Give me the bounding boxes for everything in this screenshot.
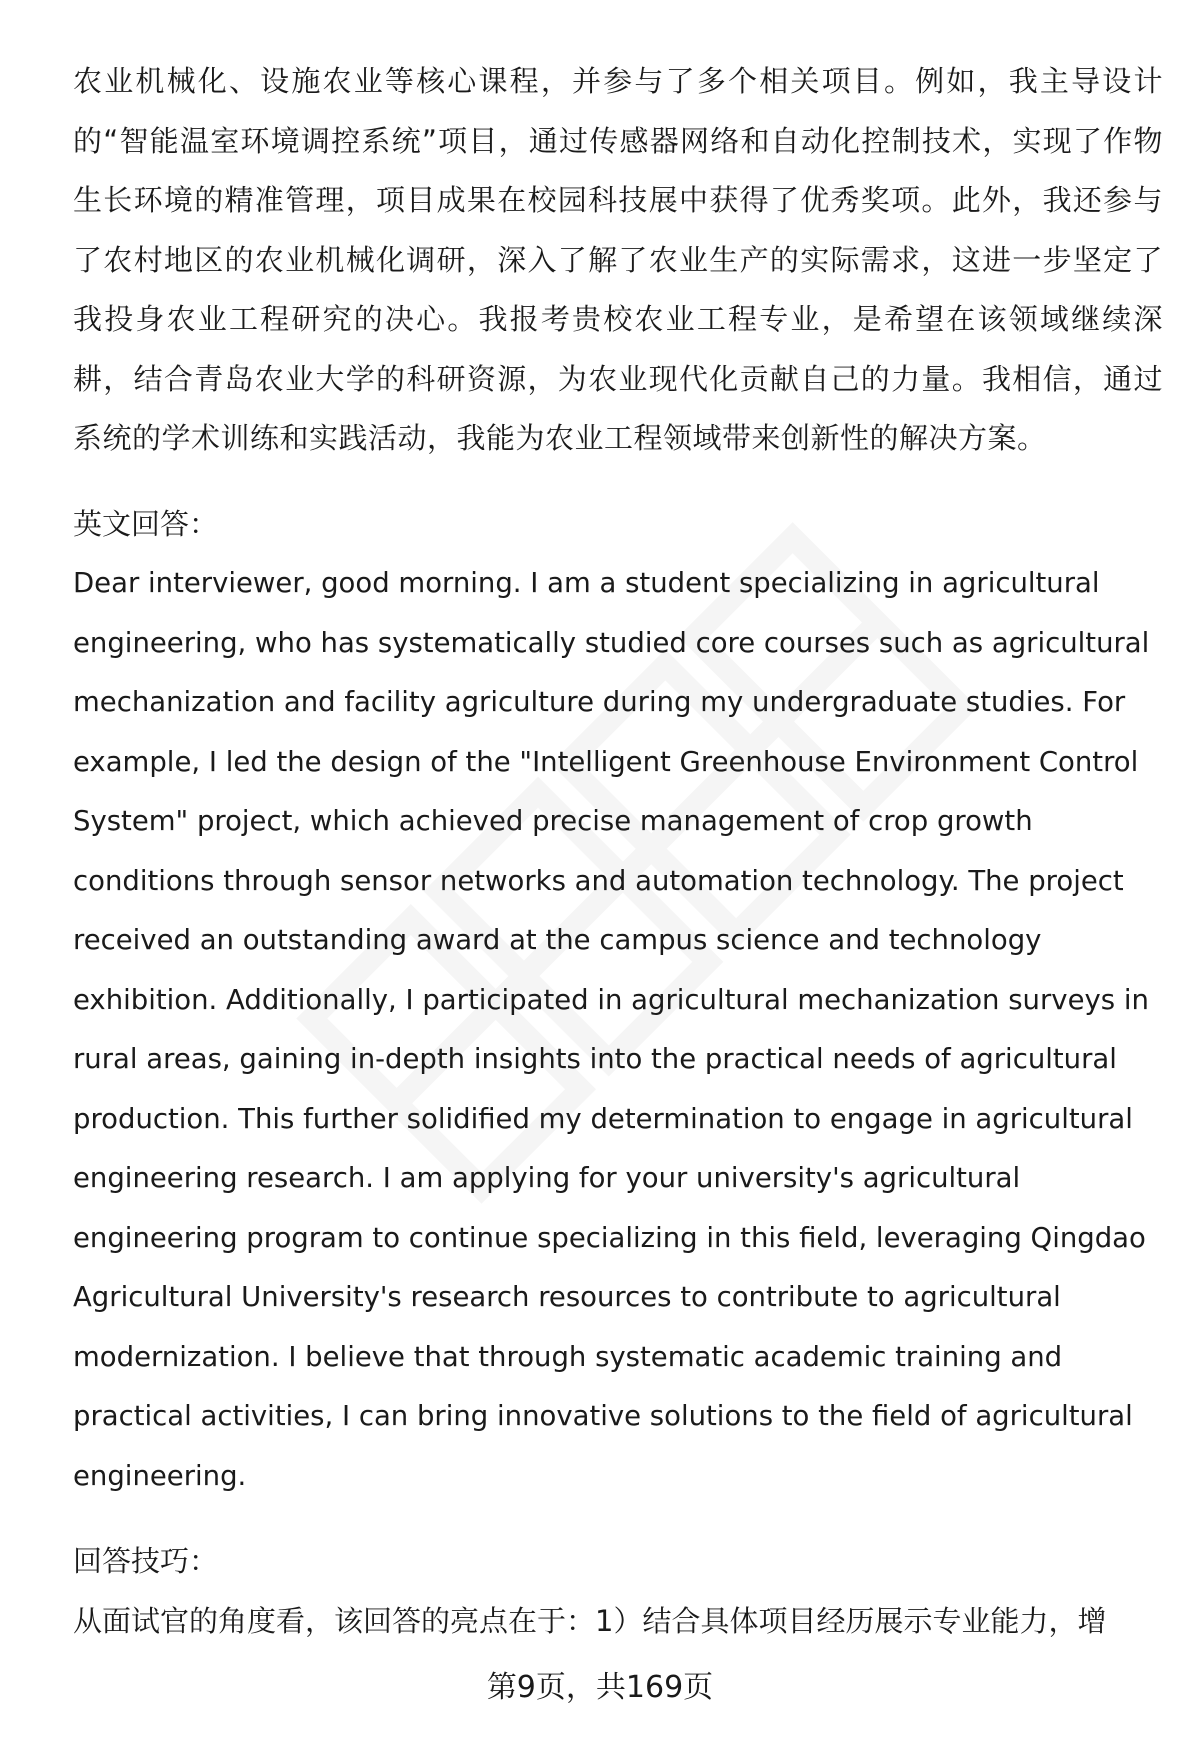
chinese-answer-paragraph: 农业机械化、设施农业等核心课程，并参与了多个相关项目。例如，我主导设计的“智能温室环境调控系统”项目，通过传感器网络和自动化控制技术，实现了作物生长环境的精准管理，项目成果在校园科技展中获得了优秀奖项。此外，我还参与了农村地区的农业机械化调研，深入了解了农业生产的实际需求，这进一步坚定了我投身农业工程研究的决心。我报考贵校农业工程专业，是希望在该领域继续深耕，结合青岛农业大学的科研资源，为农业现代化贡献自己的力量。我相信，通过系统的学术训练和实践活动，我能为农业工程领域带来创新性的解决方案。 <box>73 64 1163 455</box>
answer-tips-label: 回答技巧： <box>73 1544 219 1578</box>
document-body <box>73 52 1163 1651</box>
english-answer-paragraph: Dear interviewer, good morning. I am a student specializing in agricultural engineering, who has systematically studied core courses such as agricultural mechanization and facility agriculture during my undergraduate studies. For example, I led the design of the "Intelligent Greenhouse Environment Control System" project, which achieved precise management of crop growth conditions through sensor networks and automation technology. The project received an outstanding award at the campus science and technology exhibition. Additionally, I participated in agricultural mechanization surveys in rural areas, gaining in-depth insights into the practical needs of agricultural production. This further solidified my determination to engage in agricultural engineering research. I am applying for your university's agricultural engineering program to continue specializing in this field, leveraging Qingdao Agricultural University's research resources to contribute to agricultural modernization. I believe that through systematic academic training and practical activities, I can bring innovative solutions to the field of agricultural engineering. <box>73 567 1150 1492</box>
answer-tips-paragraph: 从面试官的角度看，该回答的亮点在于：1）结合具体项目经历展示专业能力，增 <box>73 1603 1107 1638</box>
page-number-footer: 第9页，共169页 <box>486 1670 714 1705</box>
english-answer-label: 英文回答： <box>73 506 219 541</box>
